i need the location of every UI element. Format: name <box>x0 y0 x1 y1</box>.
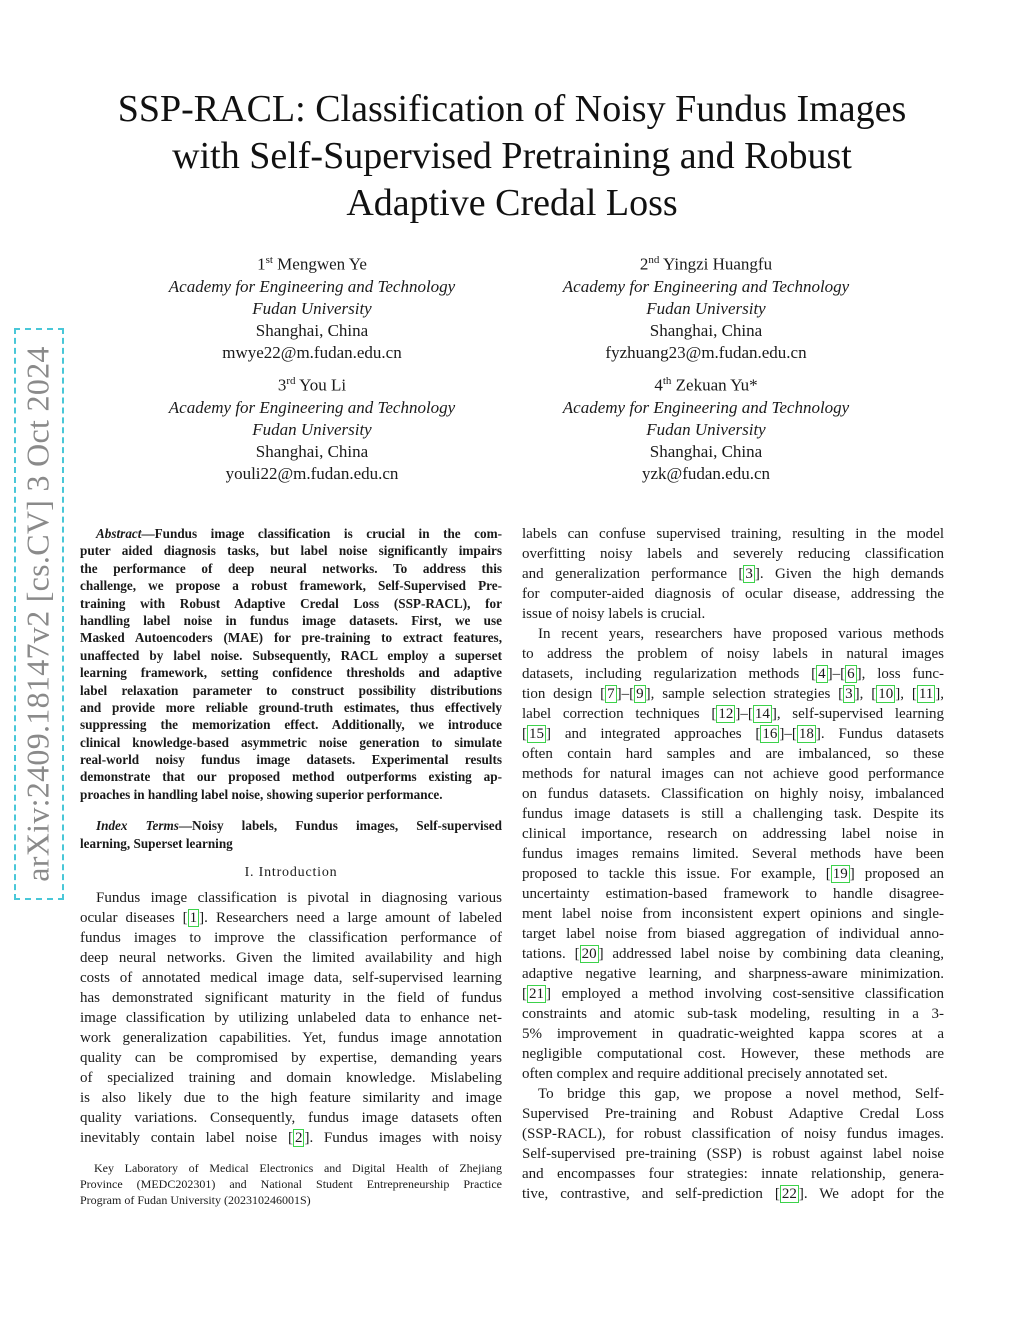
citation-link[interactable]: 19 <box>832 866 848 882</box>
abstract-line: and provide more reliable ground-truth estimates, thus effectively <box>80 699 502 715</box>
footnote-line: Key Laboratory of Medical Electronics and Digital Health of Zhejiang <box>94 1161 502 1176</box>
body-line: for computer-aided diagnosis of ocular disease, addressing the <box>522 586 944 602</box>
author-university: Fudan University <box>252 419 372 439</box>
body-line: [ 15 ] and integrated approaches [ 16 ]–[ 18 ]. Fundus datasets <box>522 726 944 742</box>
citation-link[interactable]: 21 <box>529 986 544 1002</box>
title-line: with Self-Supervised Pretraining and Robust <box>172 135 852 177</box>
index-terms-text: Noisy labels, Fundus images, Self-supervised <box>192 818 502 834</box>
author-ordinal: 2 <box>639 254 649 274</box>
author-email: fyzhuang23@m.fudan.edu.cn <box>605 342 807 362</box>
author-name: Mengwen Ye <box>277 254 367 274</box>
abstract-line: unaffected by label noise. Subsequently, RACL employ a superset <box>80 647 502 663</box>
abstract-line: training with Robust Adaptive Credal Loss (SSP-RACL), for <box>80 595 502 611</box>
body-line: overfitting noisy labels and severely reducing classification <box>522 546 944 562</box>
author-block-2 <box>506 249 906 364</box>
abstract-text: Fundus image classification is crucial in the com- <box>154 526 502 541</box>
author-block-4 <box>506 370 906 485</box>
author-location: Shanghai, China <box>255 441 369 461</box>
intro-line: Fundus image classification is pivotal in diagnosing various <box>96 890 502 907</box>
index-terms-label: Index Terms <box>96 818 179 834</box>
abstract-line: the performance of deep neural networks. To address this <box>80 560 502 576</box>
left-column <box>80 525 502 1208</box>
abstract-line: Abstract—Fundus image classification is crucial in the com- <box>96 526 502 541</box>
citation-link[interactable]: 10 <box>878 686 894 702</box>
citation-link[interactable]: 4 <box>818 666 826 682</box>
body-line: proposed to tackle this issue. For example, [ 19 ] proposed an <box>522 866 944 882</box>
citation-link[interactable]: 11 <box>918 686 934 702</box>
body-line: tations. [ 20 ] addressed label noise by combining data cleaning, <box>522 946 944 962</box>
body-line: datasets, including regularization methods [ 4 ]–[ 6 ], loss func- <box>522 666 944 682</box>
author-location: Shanghai, China <box>649 320 763 340</box>
author-email: youli22@m.fudan.edu.cn <box>225 463 399 483</box>
body-line: on fundus datasets. Classification on highly noisy, imbalanced <box>522 786 944 802</box>
title-line: SSP-RACL: Classification of Noisy Fundus Images <box>117 88 907 130</box>
body-line: uncertainty estimation-based framework to handle disagree- <box>522 886 944 902</box>
citation-link[interactable]: 6 <box>847 666 855 682</box>
abstract-line: puter aided diagnosis tasks, but label noise significantly impairs <box>80 543 502 559</box>
body-line: negligible computational cost. However, these methods are <box>522 1046 944 1062</box>
abstract-line: suppressing the memorization effect. Additionally, we introduce <box>80 717 502 733</box>
body-line: target label noise from biased aggregation of individual anno- <box>522 926 944 942</box>
right-paragraph-1 <box>522 524 944 624</box>
body-line: clinical importance, research on addressing label noise in <box>522 826 944 842</box>
abstract-line: proaches in handling label noise, showing superior performance. <box>80 786 443 802</box>
citation-link[interactable]: 16 <box>762 726 778 742</box>
abstract-line: learning framework, setting confidence thresholds and adaptive <box>80 665 502 681</box>
author-block-1 <box>112 249 512 364</box>
author-ordinal: 3 <box>277 375 287 395</box>
intro-line: costs of annotated medical image data, self-supervised learning <box>80 970 502 987</box>
intro-line: of specialized training and domain knowledge. Mislabeling <box>80 1070 502 1087</box>
author-name: Zekuan Yu* <box>675 375 758 395</box>
citation-link[interactable]: 3 <box>745 566 753 582</box>
citation-link[interactable]: 18 <box>798 726 814 742</box>
body-line: often complex and require additional precisely annotated set. <box>522 1066 888 1082</box>
body-line: fundus images remains limited. Several methods have been <box>522 846 944 862</box>
body-line: (SSP-RACL), for robust classification of noisy fundus images. <box>522 1126 944 1142</box>
body-line: In recent years, researchers have proposed various methods <box>538 626 944 642</box>
intro-line: image classification by utilizing unlabeled data to enhance net- <box>80 1010 502 1027</box>
body-line: fundus image datasets is still a challenging task. Despite its <box>522 806 944 822</box>
citation-link[interactable]: 1 <box>189 910 198 927</box>
intro-line: ocular diseases [ 1 ]. Researchers need a large amount of labeled <box>80 910 502 927</box>
author-name: Yingzi Huangfu <box>663 254 773 274</box>
body-line: often contain hard samples and are imbalanced, so these <box>522 746 944 762</box>
citation-link[interactable]: 3 <box>845 686 853 702</box>
footnote-line: Province (MEDC202301) and National Student Entrepreneurship Practice <box>80 1177 502 1192</box>
citation-link[interactable]: 2 <box>294 1130 303 1147</box>
index-terms-line: Index Terms—Noisy labels, Fundus images, Self-supervised <box>96 818 502 834</box>
citation-link[interactable]: 20 <box>581 946 597 962</box>
citation-link[interactable]: 7 <box>607 686 615 702</box>
body-line: and generalization performance [ 3 ]. Given the high demands <box>522 566 944 582</box>
author-affiliation: Academy for Engineering and Technology <box>168 276 456 296</box>
author-university: Fudan University <box>252 298 372 318</box>
body-line: 5% improvement in quadratic-weighted kappa scores at a <box>522 1026 944 1042</box>
author-email: mwye22@m.fudan.edu.cn <box>222 342 402 362</box>
intro-line: work generalization capabilities. Yet, fundus image annotation <box>80 1030 502 1047</box>
index-terms-line: learning, Superset learning <box>80 835 233 851</box>
abstract-line: Masked Autoencoders (MAE) for pre-training to extract features, <box>80 630 502 646</box>
body-line: ment label noise from inconsistent expert opinions and single- <box>522 906 944 922</box>
citation-link[interactable]: 12 <box>718 706 734 722</box>
arxiv-identifier: arXiv:2409.18147v2 [cs.CV] 3 Oct 2024 <box>19 346 56 882</box>
author-ordinal: 1 <box>257 254 266 274</box>
body-line: to address the problem of noisy labels in natural images <box>522 646 944 662</box>
intro-line: quality can be compromised by expertise, demanding years <box>80 1050 502 1067</box>
body-line: Self-supervised pre-training (SSP) is robust against label noise <box>522 1146 944 1162</box>
body-line: [ 21 ] employed a method involving cost-sensitive classification <box>522 986 944 1002</box>
abstract-label: Abstract <box>96 526 142 541</box>
abstract-line: clinical knowledge-based asymmetric noise generation to simulate <box>80 734 502 750</box>
citation-link[interactable]: 9 <box>636 686 644 702</box>
abstract-line: handling label noise in fundus image datasets. First, we use <box>80 612 502 628</box>
abstract-line: real-world noisy fundus image datasets. Experimental results <box>80 752 502 768</box>
intro-line: quality variations. Consequently, fundus image datasets often <box>80 1110 502 1127</box>
section-heading: I. Introduction <box>244 865 338 881</box>
right-paragraph-2 <box>522 624 944 1084</box>
body-line: adaptive negative learning, and sharpness-aware minimization. <box>522 966 944 982</box>
author-ordinal-suffix: st <box>265 254 273 266</box>
footnote <box>80 1160 502 1208</box>
author-location: Shanghai, China <box>649 441 763 461</box>
author-location: Shanghai, China <box>255 320 369 340</box>
intro-line: deep neural networks. Given the limited availability and high <box>80 950 502 967</box>
citation-link[interactable]: 22 <box>781 1186 797 1202</box>
body-line: tive, contrastive, and self-prediction [ 22 ]. We adopt for the <box>522 1186 944 1202</box>
author-ordinal-suffix: th <box>662 375 672 387</box>
author-affiliation: Academy for Engineering and Technology <box>562 397 850 417</box>
body-line: Supervised Pre-training and Robust Adaptive Credal Loss <box>522 1106 944 1122</box>
intro-line: inevitably contain label noise [ 2 ]. Fundus images with noisy <box>80 1130 503 1147</box>
author-block-3 <box>112 370 512 485</box>
footnote-line: Program of Fudan University (202310246001S) <box>80 1193 311 1208</box>
body-line: tion design [ 7 ]–[ 9 ], sample selection strategies [ 3 ], [ 10 ], [ 11 ], <box>522 686 945 702</box>
author-affiliation: Academy for Engineering and Technology <box>562 276 850 296</box>
paper-title <box>80 86 944 227</box>
right-column <box>522 524 944 1204</box>
author-ordinal: 4 <box>654 375 663 395</box>
author-name: You Li <box>299 375 347 395</box>
body-line: To bridge this gap, we propose a novel method, Self- <box>538 1086 944 1102</box>
abstract-line: challenge, we propose a robust framework, Self-Supervised Pre- <box>80 578 502 594</box>
body-line: and encompasses four strategies: innate relationship, genera- <box>522 1166 944 1182</box>
intro-line: fundus images to improve the classification performance of <box>80 930 502 947</box>
citation-link[interactable]: 14 <box>754 706 770 722</box>
intro-line: is also likely due to the high feature similarity and image <box>80 1090 502 1107</box>
intro-line: has demonstrated significant maturity in the field of fundus <box>80 990 502 1007</box>
index-terms <box>80 817 502 852</box>
body-line: label correction techniques [ 12 ]–[ 14 ], self-supervised learning <box>522 706 944 722</box>
body-line: labels can confuse supervised training, resulting in the model <box>522 526 944 542</box>
author-university: Fudan University <box>646 298 766 318</box>
intro-paragraph <box>80 888 502 1148</box>
citation-link[interactable]: 15 <box>529 726 544 742</box>
author-email: yzk@fudan.edu.cn <box>642 463 770 483</box>
body-line: methods for natural images can not achieve good performance <box>522 766 944 782</box>
author-ordinal-suffix: nd <box>648 254 660 266</box>
author-affiliation: Academy for Engineering and Technology <box>168 397 456 417</box>
author-ordinal-suffix: rd <box>286 375 296 387</box>
author-university: Fudan University <box>646 419 766 439</box>
abstract-line: label relaxation parameter to construct possibility distributions <box>80 682 502 698</box>
title-line: Adaptive Credal Loss <box>346 182 678 224</box>
abstract-line: demonstrate that our proposed method outperforms existing ap- <box>80 769 502 785</box>
body-line: constraints and atomic sub-task modeling, resulting in a 3- <box>522 1006 944 1022</box>
right-paragraph-3 <box>522 1084 944 1204</box>
abstract <box>80 525 502 803</box>
body-line: issue of noisy labels is crucial. <box>522 606 706 622</box>
